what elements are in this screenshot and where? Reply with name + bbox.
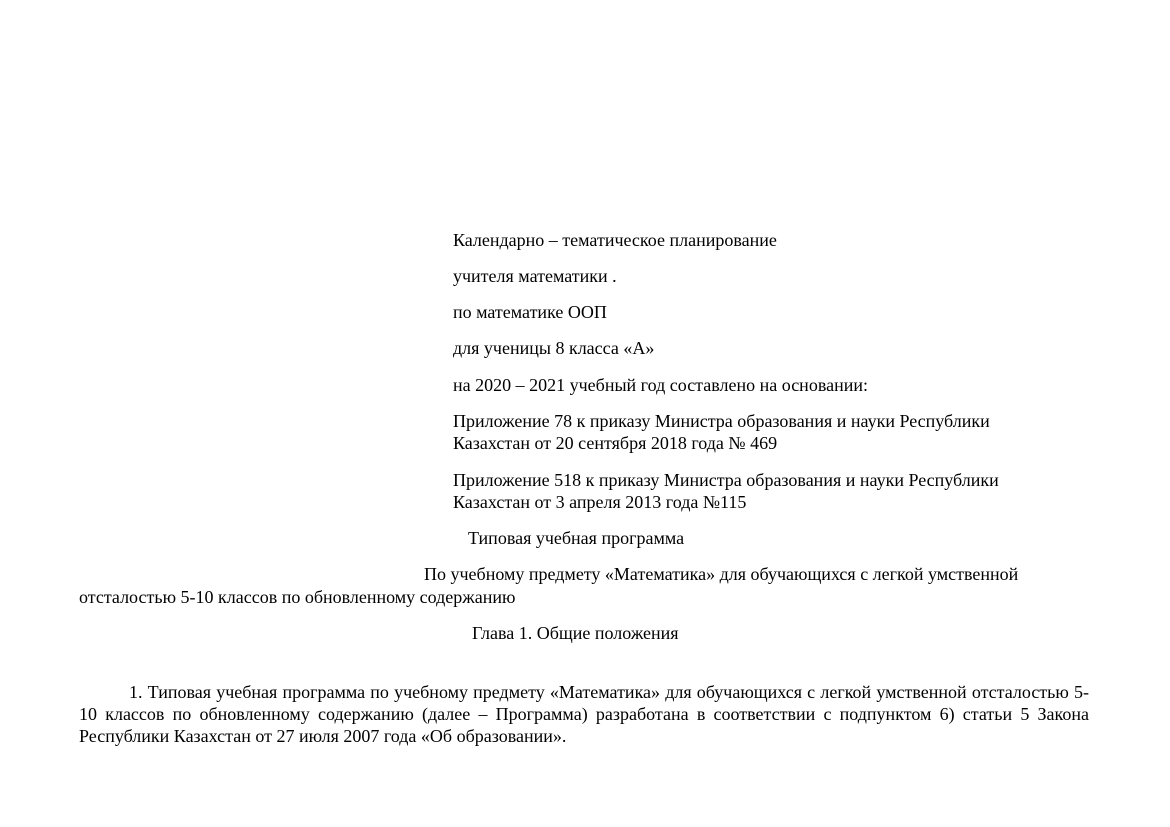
- chapter-heading: Глава 1. Общие положения: [472, 623, 679, 643]
- appendix-518-line1: Приложение 518 к приказу Министра образования и науки Республики: [453, 470, 999, 490]
- document-title: Календарно – тематическое планирование: [453, 230, 777, 250]
- program-subject-line2: отсталостью 5-10 классов по обновленному содержанию: [79, 587, 516, 607]
- subject-line: по математике ООП: [453, 302, 607, 322]
- appendix-518-line2: Казахстан от 3 апреля 2013 года №115: [453, 492, 747, 512]
- program-type-heading: Типовая учебная программа: [468, 528, 685, 548]
- year-basis-line: на 2020 – 2021 учебный год составлено на основании:: [453, 375, 868, 395]
- program-subject-line1: По учебному предмету «Математика» для обучающихся с легкой умственной: [424, 564, 1019, 584]
- appendix-78-line2: Казахстан от 20 сентября 2018 года № 469: [453, 433, 778, 453]
- student-line: для ученицы 8 класса «А»: [453, 338, 655, 358]
- chapter-paragraph-1: 1. Типовая учебная программа по учебному предмету «Математика» для обучающихся с легкой умственной отсталостью 5-10 классов по обновленному содержанию (далее – Программа) разработана в соответствии с подпунктом 6) статьи 5 Закона Республики Казахстан от 27 июля 2007 года «Об образовании».: [79, 682, 1089, 746]
- teacher-line: учителя математики .: [453, 266, 617, 286]
- appendix-78-line1: Приложение 78 к приказу Министра образования и науки Республики: [453, 411, 990, 431]
